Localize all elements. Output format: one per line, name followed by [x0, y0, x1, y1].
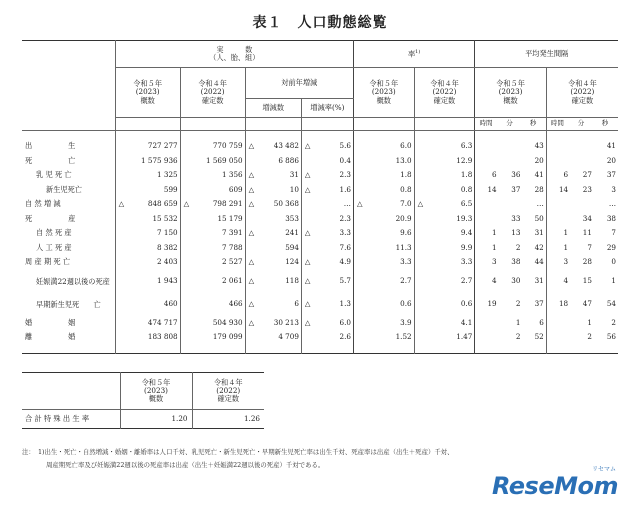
- header-jissu: 実 数 （人、胎、組）: [115, 41, 353, 68]
- header-diff-num: 増減数: [245, 99, 301, 118]
- rate-r5-mark: [353, 139, 366, 154]
- header-interval-r4: 令和４年 (2022) 確定数: [546, 68, 618, 118]
- row-label: 乳 児 死 亡: [36, 170, 72, 180]
- diff-rate: 2.3: [339, 213, 351, 223]
- rate-r4: 19.3: [456, 213, 473, 223]
- interval-r4-hour: [546, 154, 570, 169]
- diff-rate-mark: △: [301, 270, 314, 293]
- count-r4-mark: [180, 226, 193, 241]
- interval-r4-hour: 3: [546, 255, 570, 270]
- interval-r4-hour: 4: [546, 270, 570, 293]
- interval-r4-minute: 28: [582, 257, 592, 267]
- interval-r5-hour: 19: [475, 293, 499, 316]
- table-title: 表１ 人口動態総覧: [252, 15, 388, 31]
- diff-num: 30 213: [273, 317, 299, 327]
- diff-rate: 2.3: [339, 170, 351, 180]
- rate-r5: 1.52: [395, 332, 412, 342]
- rate-r4: 0.6: [460, 298, 473, 308]
- diff-rate-mark: △: [301, 168, 314, 183]
- count-r4-mark: [180, 212, 193, 227]
- count-r4: 179 099: [212, 332, 243, 342]
- count-r4: 466: [228, 298, 243, 308]
- interval-r4-hour: 6: [546, 168, 570, 183]
- rate-r4-mark: [414, 139, 427, 154]
- rate-r4-mark: [414, 255, 427, 270]
- table-row: [22, 154, 618, 169]
- interval-r5-hour: 14: [475, 183, 499, 198]
- diff-rate-mark: △: [301, 226, 314, 241]
- count-r5: 460: [163, 298, 178, 308]
- interval-r5-second: 6: [539, 317, 544, 327]
- count-r5-mark: [115, 241, 128, 256]
- header-hour: 時間: [475, 118, 499, 131]
- count-r4-mark: [180, 293, 193, 316]
- interval-r5-minute: 36: [511, 170, 521, 180]
- interval-r4-second: 38: [606, 213, 616, 223]
- interval-r5-minute: 2: [515, 242, 521, 252]
- rate-r4-mark: △: [414, 197, 427, 212]
- header-jissu-r4: 令和４年 (2022) 確定数: [180, 68, 245, 118]
- table-row: [22, 270, 618, 293]
- vital-statistics-table: [22, 40, 618, 354]
- interval-r5-hour: 6: [475, 168, 499, 183]
- interval-r4-minute: [570, 197, 594, 212]
- diff-rate-mark: [301, 212, 314, 227]
- table-row: [22, 330, 618, 345]
- interval-r4-hour: [546, 330, 570, 345]
- interval-r4-second: 1: [611, 275, 616, 285]
- diff-rate-mark: [301, 241, 314, 256]
- rate-r4: 9.4: [460, 228, 473, 238]
- rate-r4: 4.1: [460, 317, 473, 327]
- interval-r4-hour: 14: [546, 183, 570, 198]
- table-row: [22, 226, 618, 241]
- diff-rate-mark: [301, 330, 314, 345]
- interval-r4-second: 29: [606, 242, 616, 252]
- interval-r5-second: 20: [534, 155, 544, 165]
- interval-r4-hour: [546, 212, 570, 227]
- row-label: 周 産 期 死 亡: [25, 257, 71, 267]
- diff-num: 353: [285, 213, 299, 223]
- diff-num-mark: △: [245, 197, 258, 212]
- rate-r4: 2.7: [460, 275, 473, 285]
- rate-r4-mark: [414, 316, 427, 331]
- interval-r5-hour: 4: [475, 270, 499, 293]
- rate-r5-mark: [353, 226, 366, 241]
- diff-rate: 5.6: [339, 141, 351, 151]
- interval-r5-hour: [475, 197, 499, 212]
- count-r4-mark: [180, 270, 193, 293]
- count-r4: 1 356: [222, 170, 243, 180]
- diff-rate: 4.9: [339, 257, 351, 267]
- interval-r5-second: 50: [534, 213, 544, 223]
- diff-rate: 5.7: [339, 275, 351, 285]
- interval-r5-hour: 1: [475, 226, 499, 241]
- resemom-logo: リセマム ReseMom: [491, 466, 618, 500]
- header-ritsu: 率$^{1)}$: [353, 41, 474, 68]
- tfr-table: [22, 372, 264, 429]
- diff-num-mark: △: [245, 168, 258, 183]
- interval-r5-minute: 2: [515, 332, 521, 342]
- diff-rate-mark: △: [301, 139, 314, 154]
- count-r5: 1 943: [157, 275, 178, 285]
- diff-rate: 1.6: [339, 184, 351, 194]
- rate-r4: 1.8: [460, 170, 473, 180]
- rate-r4-mark: [414, 154, 427, 169]
- row-label: 早期新生児死 亡: [36, 299, 101, 309]
- interval-r4-second: 37: [606, 170, 616, 180]
- interval-r5-second: 37: [534, 298, 544, 308]
- count-r4: 7 391: [222, 228, 243, 238]
- interval-r4-hour: 1: [546, 226, 570, 241]
- count-r5-mark: [115, 330, 128, 345]
- count-r4: 798 291: [212, 199, 243, 209]
- interval-r5-second: 31: [534, 228, 544, 238]
- tfr-header-r5: 令和５年 (2023) 概数: [120, 373, 192, 410]
- interval-r4-hour: [546, 139, 570, 154]
- rate-r4-mark: [414, 226, 427, 241]
- diff-num: 50 368: [273, 199, 299, 209]
- row-label: 死 産: [25, 213, 76, 223]
- diff-rate-mark: [301, 154, 314, 169]
- rate-r5-mark: [353, 241, 366, 256]
- interval-r5-second: …: [536, 199, 544, 209]
- diff-num: 31: [289, 170, 299, 180]
- row-label: 新生児死亡: [46, 184, 82, 194]
- tfr-header-r4: 令和４年 (2022) 確定数: [192, 373, 264, 410]
- diff-rate: 2.6: [339, 332, 351, 342]
- rate-r5-mark: [353, 212, 366, 227]
- diff-num-mark: [245, 154, 258, 169]
- interval-r5-minute: 33: [511, 213, 521, 223]
- interval-r4-hour: [546, 316, 570, 331]
- rate-r5-mark: [353, 154, 366, 169]
- tfr-label: 合 計 特 殊 出 生 率: [25, 413, 90, 423]
- row-label: 自 然 増 減: [25, 199, 61, 209]
- interval-r4-second: 2: [611, 317, 616, 327]
- interval-r5-minute: 30: [511, 275, 521, 285]
- rate-r4-mark: [414, 168, 427, 183]
- count-r4: 15 179: [217, 213, 243, 223]
- count-r4-mark: [180, 255, 193, 270]
- rate-r5-mark: [353, 330, 366, 345]
- diff-rate: …: [343, 199, 351, 209]
- count-r5-mark: [115, 255, 128, 270]
- interval-r5-hour: [475, 154, 499, 169]
- spacer-row: [22, 345, 618, 354]
- count-r5-mark: △: [115, 197, 128, 212]
- diff-rate: 6.0: [339, 317, 351, 327]
- count-r5: 599: [163, 184, 178, 194]
- diff-num-mark: △: [245, 183, 258, 198]
- count-r5: 1 325: [157, 170, 178, 180]
- interval-r4-minute: 23: [582, 184, 592, 194]
- spacer-row: [22, 131, 618, 140]
- diff-num-mark: △: [245, 316, 258, 331]
- rate-r5-mark: [353, 316, 366, 331]
- tfr-value-r5: 1.20: [120, 410, 192, 429]
- row-label: 自 然 死 産: [36, 228, 72, 238]
- rate-r4: 6.5: [460, 199, 473, 209]
- count-r4: 2 527: [222, 257, 243, 267]
- interval-r4-minute: [570, 154, 594, 169]
- count-r5-mark: [115, 168, 128, 183]
- diff-rate: 0.4: [339, 155, 351, 165]
- diff-num-mark: △: [245, 270, 258, 293]
- table-row: [22, 316, 618, 331]
- table-row: [22, 241, 618, 256]
- rate-r4: 3.3: [460, 257, 473, 267]
- header-interval: 平均発生間隔: [475, 41, 618, 68]
- rate-r5: 7.0: [400, 199, 412, 209]
- diff-rate-mark: △: [301, 255, 314, 270]
- interval-r4-minute: 47: [582, 298, 592, 308]
- rate-r4-mark: [414, 293, 427, 316]
- diff-num-mark: [245, 212, 258, 227]
- header-ritsu-r5: 令和５年 (2023) 概数: [353, 68, 414, 118]
- table-row: [22, 183, 618, 198]
- rate-r4-mark: [414, 270, 427, 293]
- row-label: 妊娠満22週以後の死産: [36, 276, 110, 286]
- diff-num: 118: [285, 275, 299, 285]
- rate-r4-mark: [414, 212, 427, 227]
- rate-r5: 1.8: [400, 170, 412, 180]
- count-r4: 1 569 050: [206, 155, 243, 165]
- interval-r4-minute: 7: [587, 242, 592, 252]
- interval-r4-second: 54: [606, 298, 616, 308]
- diff-num-mark: [245, 241, 258, 256]
- count-r4-mark: △: [180, 197, 193, 212]
- diff-rate-mark: △: [301, 183, 314, 198]
- interval-r5-minute: 2: [515, 298, 521, 308]
- count-r4: 504 930: [212, 317, 243, 327]
- rate-r5: 9.6: [400, 228, 412, 238]
- interval-r5-minute: [499, 139, 523, 154]
- rate-r5: 6.0: [400, 141, 412, 151]
- count-r5-mark: [115, 226, 128, 241]
- header-diff-rate: 増減率(%): [301, 99, 353, 118]
- rate-r4-mark: [414, 330, 427, 345]
- rate-r5: 3.3: [400, 257, 412, 267]
- rate-r5: 11.3: [395, 242, 412, 252]
- diff-num: 124: [285, 257, 299, 267]
- interval-r4-minute: 15: [582, 275, 592, 285]
- rate-r5-mark: [353, 293, 366, 316]
- interval-r5-second: 31: [534, 275, 544, 285]
- count-r4: 7 788: [222, 242, 243, 252]
- count-r5-mark: [115, 154, 128, 169]
- row-label: 出 生: [25, 141, 76, 151]
- count-r5-mark: [115, 316, 128, 331]
- row-label: 死 亡: [25, 155, 76, 165]
- rate-r5: 2.7: [400, 275, 412, 285]
- interval-r4-second: 3: [611, 184, 616, 194]
- rate-r5: 13.0: [395, 155, 412, 165]
- rate-r5-mark: △: [353, 197, 366, 212]
- diff-rate-mark: [301, 197, 314, 212]
- interval-r5-hour: [475, 212, 499, 227]
- count-r4-mark: [180, 154, 193, 169]
- interval-r4-minute: 2: [587, 332, 592, 342]
- header-minute: 分: [570, 118, 594, 131]
- interval-r5-hour: 1: [475, 241, 499, 256]
- header-diff: 対前年増減: [245, 68, 353, 99]
- interval-r4-second: 56: [606, 332, 616, 342]
- count-r4-mark: [180, 183, 193, 198]
- count-r4-mark: [180, 168, 193, 183]
- count-r4-mark: [180, 139, 193, 154]
- count-r5-mark: [115, 139, 128, 154]
- count-r5-mark: [115, 270, 128, 293]
- diff-num-mark: △: [245, 226, 258, 241]
- rate-r4: 0.8: [460, 184, 473, 194]
- row-label: 離 婚: [25, 332, 76, 342]
- rate-r5: 0.6: [400, 298, 412, 308]
- interval-r4-hour: [546, 197, 570, 212]
- interval-r5-second: 28: [534, 184, 544, 194]
- row-label: 人 工 死 産: [36, 242, 72, 252]
- header-ritsu-r4: 令和４年 (2022) 確定数: [414, 68, 475, 118]
- table-row: [22, 139, 618, 154]
- rate-r5-mark: [353, 270, 366, 293]
- interval-r5-hour: 3: [475, 255, 499, 270]
- count-r4-mark: [180, 330, 193, 345]
- rate-r5-mark: [353, 183, 366, 198]
- rate-r4: 9.9: [460, 242, 473, 252]
- interval-r4-second: 20: [606, 155, 616, 165]
- interval-r5-hour: [475, 139, 499, 154]
- diff-num: 43 482: [273, 141, 299, 151]
- diff-rate: 7.6: [339, 242, 351, 252]
- table-row: [22, 255, 618, 270]
- count-r4-mark: [180, 316, 193, 331]
- interval-r4-second: 7: [611, 228, 616, 238]
- rate-r4: 12.9: [456, 155, 473, 165]
- diff-num: 6: [294, 298, 299, 308]
- count-r5: 15 532: [152, 213, 178, 223]
- rate-r5: 0.8: [400, 184, 412, 194]
- header-minute: 分: [499, 118, 523, 131]
- interval-r5-second: 44: [534, 257, 544, 267]
- count-r5: 183 808: [147, 332, 178, 342]
- diff-rate-mark: △: [301, 293, 314, 316]
- interval-r5-minute: 13: [511, 228, 521, 238]
- interval-r5-second: 41: [534, 170, 544, 180]
- diff-rate: 1.3: [339, 298, 351, 308]
- tfr-value-r4: 1.26: [192, 410, 264, 429]
- footnote: 注： 1)出生・死亡・自然増減・婚姻・離婚率は人口千対、乳児死亡・新生児死亡・早期新生児死亡率は出生千対、死産率は出産（出生＋死産）千対、 周産期死亡率及び妊娠満22週以後の死産率は出産（出生＋妊娠満22週以後の死産）千対である。: [22, 448, 454, 469]
- interval-r4-minute: 1: [587, 317, 592, 327]
- interval-r5-minute: 37: [511, 184, 521, 194]
- header-second: 秒: [594, 118, 618, 131]
- rate-r5: 3.9: [400, 317, 412, 327]
- table-row: [22, 293, 618, 316]
- diff-num: 241: [285, 228, 299, 238]
- count-r5: 7 150: [157, 228, 178, 238]
- table-row: [22, 168, 618, 183]
- interval-r4-second: …: [608, 199, 616, 209]
- count-r4: 770 759: [212, 141, 243, 151]
- interval-r5-minute: [499, 154, 523, 169]
- count-r4: 609: [228, 184, 243, 194]
- count-r5-mark: [115, 293, 128, 316]
- rate-r4-mark: [414, 241, 427, 256]
- interval-r4-minute: 27: [582, 170, 592, 180]
- table-row: [22, 197, 618, 212]
- count-r5: 8 382: [157, 242, 178, 252]
- count-r5: 474 717: [147, 317, 178, 327]
- header-interval-r5: 令和５年 (2023) 概数: [475, 68, 546, 118]
- interval-r4-second: 0: [611, 257, 616, 267]
- count-r5: 1 575 936: [141, 155, 178, 165]
- diff-num-mark: △: [245, 255, 258, 270]
- diff-num: 10: [289, 184, 299, 194]
- diff-num: 594: [285, 242, 299, 252]
- rate-r5-mark: [353, 168, 366, 183]
- interval-r5-hour: [475, 316, 499, 331]
- interval-r4-hour: 18: [546, 293, 570, 316]
- count-r5-mark: [115, 183, 128, 198]
- count-r4: 2 061: [222, 275, 243, 285]
- interval-r5-hour: [475, 330, 499, 345]
- header-hour: 時間: [546, 118, 570, 131]
- interval-r4-hour: 1: [546, 241, 570, 256]
- rate-r4: 1.47: [456, 332, 473, 342]
- header-second: 秒: [522, 118, 546, 131]
- interval-r4-minute: [570, 139, 594, 154]
- count-r4-mark: [180, 241, 193, 256]
- rate-r5: 20.9: [395, 213, 412, 223]
- interval-r4-minute: 34: [582, 213, 592, 223]
- diff-num-mark: △: [245, 139, 258, 154]
- interval-r5-second: 42: [534, 242, 544, 252]
- diff-rate-mark: △: [301, 316, 314, 331]
- rate-r4-mark: [414, 183, 427, 198]
- count-r5-mark: [115, 212, 128, 227]
- interval-r5-second: 43: [534, 141, 544, 151]
- table-row: [22, 212, 618, 227]
- count-r5: 727 277: [147, 141, 178, 151]
- diff-num-mark: △: [245, 293, 258, 316]
- interval-r5-minute: 1: [515, 317, 521, 327]
- rate-r5-mark: [353, 255, 366, 270]
- interval-r4-minute: 11: [582, 228, 592, 238]
- interval-r5-second: 52: [534, 332, 544, 342]
- row-label: 婚 姻: [25, 317, 76, 327]
- rate-r4: 6.3: [460, 141, 473, 151]
- count-r5: 2 403: [157, 257, 178, 267]
- interval-r5-minute: [499, 197, 523, 212]
- diff-num: 6 886: [278, 155, 299, 165]
- diff-rate: 3.3: [339, 228, 351, 238]
- diff-num-mark: [245, 330, 258, 345]
- interval-r4-second: 41: [606, 141, 616, 151]
- interval-r5-minute: 38: [511, 257, 521, 267]
- diff-num: 4 709: [278, 332, 299, 342]
- header-jissu-r5: 令和５年 (2023) 概数: [115, 68, 180, 118]
- count-r5: 848 659: [147, 199, 178, 209]
